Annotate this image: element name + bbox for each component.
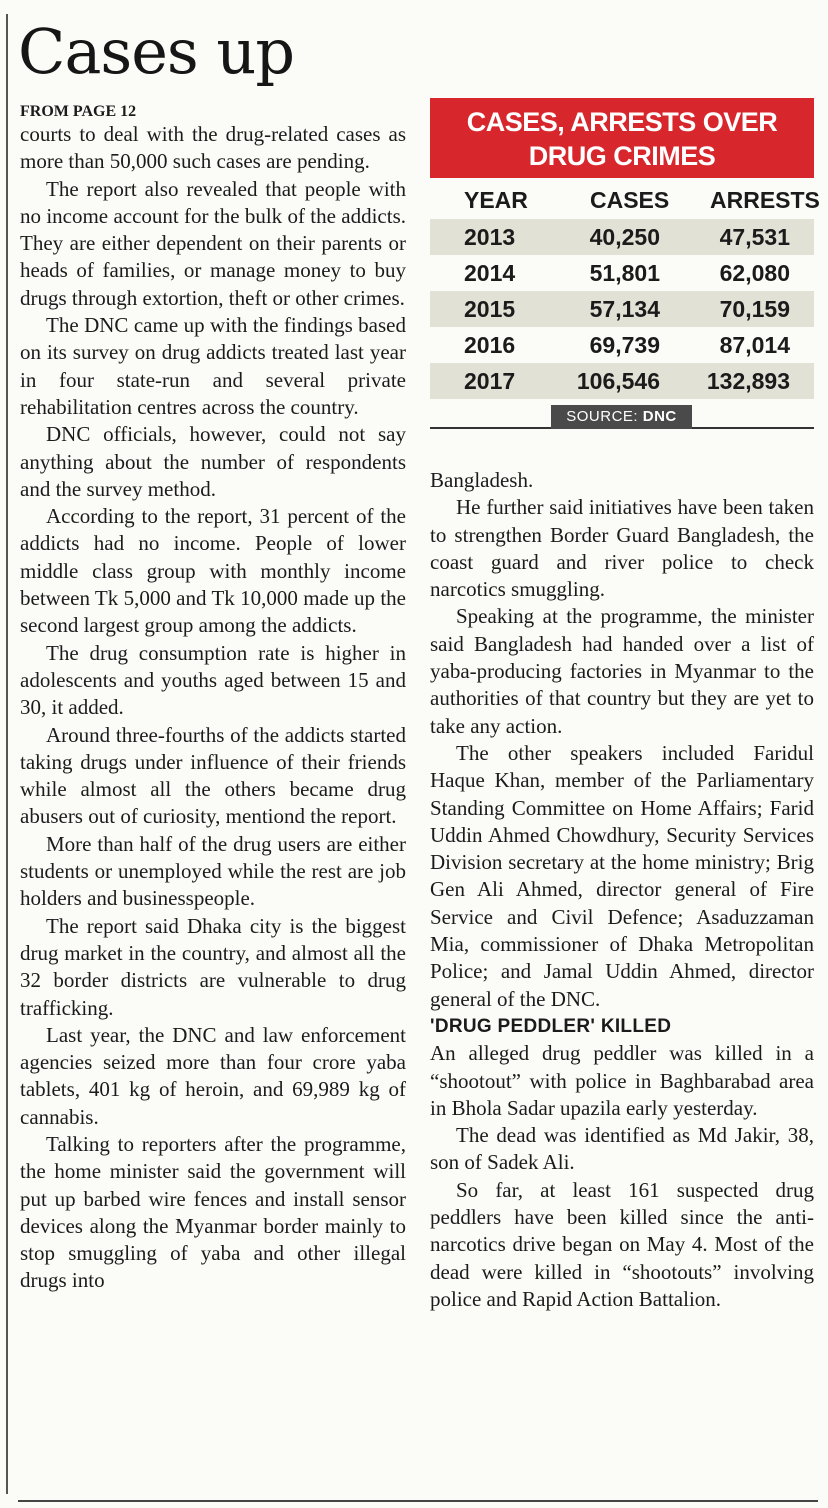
header-arrests: ARRESTS: [710, 187, 820, 213]
cell-arrests: 70,159: [719, 296, 790, 322]
paragraph: courts to deal with the drug-related cases as more than 50,000 such cases are pending.: [20, 122, 406, 174]
cell-year: 2016: [464, 332, 516, 358]
graphic-title-line2: DRUG CRIMES: [528, 141, 716, 171]
table-row: [430, 219, 814, 255]
paragraph: According to the report, 31 percent of the addicts had no income. People of lower middle class group with monthly income between Tk 5,000 and Tk 10,000 made up the second largest group among the addicts.: [20, 504, 406, 638]
cell-cases: 40,250: [589, 224, 660, 250]
cell-year: 2017: [464, 368, 516, 394]
headline: Cases up: [18, 15, 295, 88]
paragraph: The drug consumption rate is higher in adolescents and youths aged between 15 and 30, it added.: [20, 640, 406, 720]
paragraph: The dead was identified as Md Jakir, 38, son of Sadek Ali.: [430, 1123, 814, 1175]
paragraph: So far, at least 161 suspected drug peddlers have been killed since the anti-narcotics drive began on May 4. Most of the dead were killed in “shootouts” involving police and Rapid Action Battalion.: [430, 1177, 814, 1311]
cell-arrests: 87,014: [719, 332, 790, 358]
paragraph: The report said Dhaka city is the biggest drug market in the country, and almost all the 32 border districts are vulnerable to drug trafficking.: [20, 913, 406, 1020]
cell-cases: 106,546: [576, 368, 660, 394]
bottom-rule: [18, 1500, 818, 1502]
cell-arrests: 47,531: [719, 224, 790, 250]
header-year: YEAR: [464, 187, 528, 213]
paragraph: Around three-fourths of the addicts started taking drugs under influence of their friends while almost all the others became drug abusers out of curiosity, mentiond the report.: [20, 722, 406, 829]
paragraph: Last year, the DNC and law enforcement agencies seized more than four crore yaba tablets, 401 kg of heroin, and 69,989 kg of cannabis.: [20, 1022, 406, 1129]
cell-year: 2013: [464, 224, 516, 250]
paragraph: Bangladesh.: [430, 468, 534, 492]
cell-cases: 69,739: [589, 332, 660, 358]
cell-cases: 57,134: [589, 296, 660, 322]
continued-from-label: FROM PAGE 12: [20, 103, 137, 120]
paragraph: He further said initiatives have been taken to strengthen Border Guard Bangladesh, the coast guard and river police to check narcotics smuggling.: [430, 495, 814, 602]
paragraph: An alleged drug peddler was killed in a “shootout” with police in Baghbarabad area in Bhola Sadar upazila early yesterday.: [430, 1041, 814, 1120]
article-column-right: [430, 467, 814, 1313]
source-credit: [551, 405, 692, 429]
table-header: [430, 184, 820, 216]
table-row: [430, 327, 814, 363]
paragraph: More than half of the drug users are either students or unemployed while the rest are job holders and businesspeople.: [20, 831, 406, 911]
cell-arrests: 132,893: [706, 368, 790, 394]
graphic-title-line1: CASES, ARRESTS OVER: [466, 107, 778, 137]
cell-cases: 51,801: [589, 260, 660, 286]
table-row: [430, 363, 814, 399]
header-cases: CASES: [590, 187, 670, 213]
graphic-title-banner: [430, 98, 814, 178]
cell-arrests: 62,080: [719, 260, 790, 286]
column-divider: [6, 14, 8, 1494]
article-column-left: [20, 121, 406, 1295]
cell-year: 2014: [464, 260, 516, 286]
stats-graphic: [430, 98, 820, 438]
source-name: DNC: [642, 408, 677, 425]
cell-year: 2015: [464, 296, 516, 322]
paragraph: The report also revealed that people with no income account for the bulk of the addicts. They are either dependent on their parents or heads of families, or manage money to buy drugs through extortion, theft or other crimes.: [20, 176, 406, 310]
table-row: [430, 291, 814, 327]
paragraph: DNC officials, however, could not say anything about the number of respondents and the survey method.: [20, 422, 406, 501]
paragraph: The DNC came up with the findings based on its survey on drug addicts treated last year in four state-run and several private rehabilitation centres across the country.: [20, 313, 406, 419]
subheading: 'DRUG PEDDLER' KILLED: [430, 1015, 672, 1037]
paragraph: Speaking at the programme, the minister said Bangladesh had handed over a list of yaba-producing factories in Myanmar to the authorities of that country but they are yet to take any action.: [430, 604, 814, 738]
source-label: SOURCE:: [566, 408, 639, 425]
table-row: [430, 255, 814, 291]
paragraph: Talking to reporters after the programme, the home minister said the government will put up barbed wire fences and install sensor devices along the Myanmar border mainly to stop smuggling of yaba and other illegal drugs into: [20, 1131, 406, 1293]
paragraph: The other speakers included Faridul Haque Khan, member of the Parliamentary Standing Committee on Home Affairs; Farid Uddin Ahmed Chowdhury, Security Services Division secretary at the home ministry; Brig Gen Ali Ahmed, director general of Fire Service and Civil Defence; Asaduzzaman Mia, commissioner of Dhaka Metropolitan Police; and Jamal Uddin Ahmed, director general of the DNC.: [430, 740, 814, 1011]
